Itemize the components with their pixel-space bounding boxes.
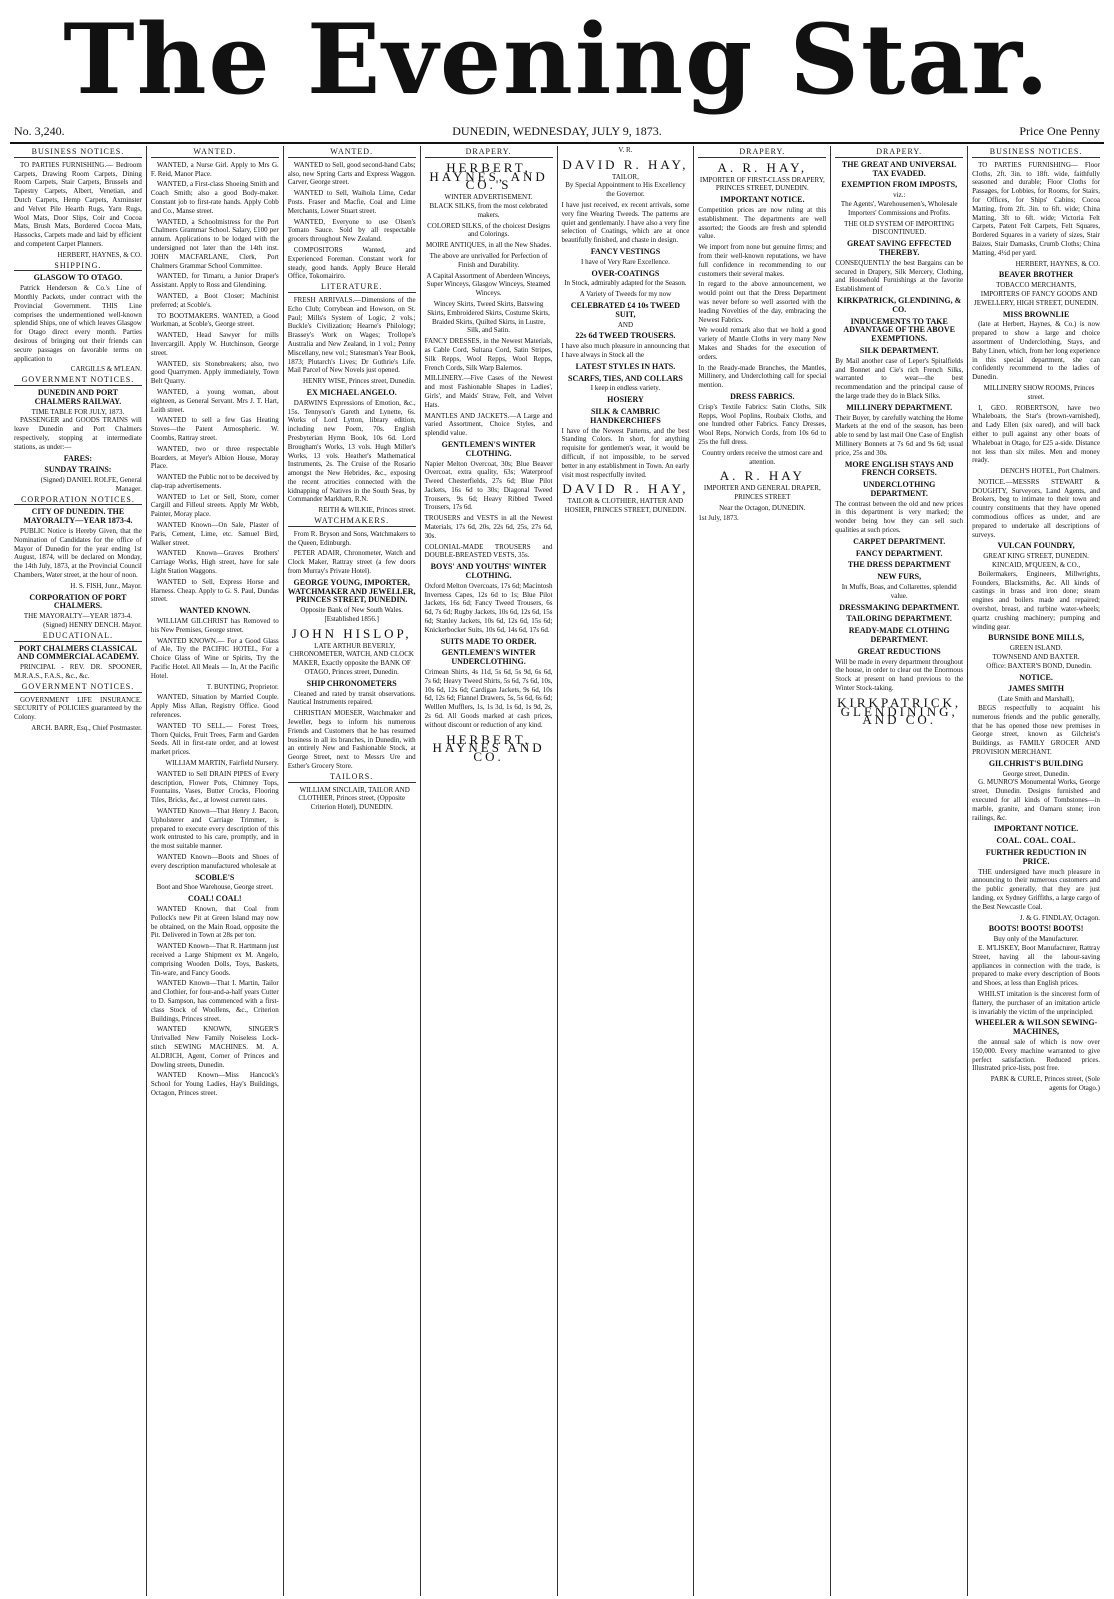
wanted-ad: WANTED, Situation by Married Couple. Apply Miss Allan, Registry Office. Good references. bbox=[150, 693, 279, 720]
ad-footer: A. R. HAY bbox=[719, 468, 805, 484]
ad-heading: GREAT SAVING EFFECTED THEREBY. bbox=[846, 239, 952, 257]
wanted-ad: WANTED, a Boot Closer; Machinist preferred; at Scoble's. bbox=[150, 291, 279, 309]
ad-heading: MISS BROWNLIE bbox=[1002, 309, 1070, 319]
ad-signature: REITH & WILKIE, Princes street. bbox=[318, 506, 416, 515]
ad-heading: READY-MADE CLOTHING DEPARTMENT. bbox=[848, 626, 950, 645]
wanted-ad: WANTED, Head Sawyer for mills Invercargill. Apply W. Hutchinson, George street. bbox=[150, 331, 279, 357]
corporation-notice: PUBLIC Notice is Hereby Given, that the Nomination of Candidates for the office of Mayor of Dunedin for the year ending 1st August, 1874, will be declared on Monday, the 14th July, 1873, at the Provincial Council Chambers, Water street, at the hour of noon. bbox=[14, 527, 142, 580]
column-1 bbox=[10, 146, 146, 1596]
established-note: [Established 1856.] bbox=[324, 615, 379, 624]
ad-heading: NEW FURS, bbox=[877, 572, 922, 582]
ad-heading: SILK DEPARTMENT. bbox=[859, 345, 939, 355]
drapery-line: A Capital Assortment of Aberdeen Winceys, Super Winceys, Glasgow Winceys, Steamed Winceys. bbox=[426, 271, 551, 298]
ad-text: In regard to the above announcement, we would point out that the Dress Department was never before so well assorted with the leading Novelties of the day, embracing the Newest Fabrics. bbox=[698, 280, 827, 324]
ad-signature: (Signed) DANIEL ROLFE, General Manager. bbox=[40, 476, 142, 493]
ad-subheading: TIME TABLE FOR JULY, 1873. bbox=[31, 407, 125, 416]
ad-heading: UNDERCLOTHING DEPARTMENT. bbox=[862, 480, 936, 498]
ad-heading: OVER-COATINGS bbox=[591, 268, 660, 278]
ad-heading: NOTICE. bbox=[1019, 672, 1053, 682]
section-heading: TAILORS. bbox=[288, 773, 416, 783]
wanted-ad: WANTED to Sell, Express Horse and Harness. Cheap. Apply to G. S. Paul, Dundas street. bbox=[150, 577, 279, 604]
wanted-ad: WANTED, two or three respectable Boarders, at Meyer's Albion House, Moray Place. bbox=[150, 444, 279, 471]
ad-heading: CARPET DEPARTMENT. bbox=[853, 536, 946, 546]
ad-heading: BEAVER BROTHER bbox=[998, 270, 1074, 280]
ad-subheading: IMPORTER OF FIRST-CLASS DRAPERY, bbox=[699, 175, 825, 184]
ad-text: I have of the Newest Patterns, and the best Standing Colors. In short, for anything requisite for gentlemen's wear, it would be difficult, if not impossible, to be served better in any establishment in Town. An early visit most respectfully invited. bbox=[561, 426, 690, 479]
ad-signature: T. BUNTING, Proprietor. bbox=[206, 682, 279, 691]
ad-signature: CARGILLS & M'LEAN. bbox=[70, 365, 142, 374]
ad-text: We import from none but genuine firms; and from their well-known reputations, we have full confidence in recommending to our customers their several makes. bbox=[698, 243, 827, 278]
ad-signature: H. S. FISH, Junr., Mayor. bbox=[70, 581, 142, 590]
literature-ad: FRESH ARRIVALS.—Dimensions of the Echo Club; Corrybean and Howson, on St. Paul; Mills's System of Logic, 2 vols.; Buckle's Civilization; Hearne's Philology; Brassey's Work on Wages; Trollope's Australia and New Zealand, in 1 vol.; Penny Miscellany, new vol.; Statesman's Year Book, 1873; Plutarch's Lives; Dr Guthrie's Life. Mail Parcel of New Novels just opened. bbox=[287, 295, 416, 375]
ad-signature: HERBERT, HAYNES, & CO. bbox=[57, 250, 142, 259]
literature-ad: DARWIN'S Expressions of Emotion, &c., 15s. Tennyson's Gareth and Lynette, 6s. Works of Lord Lytton, library edition, including new Poem, 70s. English Presbyterian Hymn Book, 10s 6d. Lord Brougham's Works, 13 vols. Hugh Miller's Works, 13 vols. Heather's Mathematical Instruments, 2s. The Cruise of the Rosario amongst the New Hebrides, &c., exposing the recent atrocities connected with the kidnapping of Natives in the South Seas, by Commander Markham, R.N. bbox=[287, 398, 416, 504]
ad-text: IMPORTERS OF FANCY GOODS AND JEWELLERY, HIGH STREET, DUNEDIN. bbox=[973, 289, 1099, 307]
drapery-line: COLORED SILKS, of the choicest Designs and Colorings. bbox=[427, 221, 550, 239]
section-heading: GOVERNMENT NOTICES. bbox=[14, 683, 142, 693]
ad-subheading: PRINCES STREET, DUNEDIN. bbox=[715, 184, 809, 193]
ad-heading: INDUCEMENTS TO TAKE ADVANTAGE OF THE ABOVE EXEMPTIONS. bbox=[843, 316, 955, 344]
hislop-ad: LATE ARTHUR BEVERLY, CHRONOMETER, WATCH, AND CLOCK MAKER, Exactly opposite the BANK OF OTAGO, Princes street, Dunedin. bbox=[289, 641, 414, 677]
ad-text: I have of Very Rare Excellence. bbox=[580, 257, 670, 266]
ad-heading: HOSIERY bbox=[607, 395, 644, 405]
ad-footer: KIRKPATRICK, GLENDINING, AND CO. bbox=[837, 694, 962, 728]
ad-text: Country orders receive the utmost care and attention. bbox=[702, 448, 823, 466]
ad-heading: CORPORATION OF PORT CHALMERS. bbox=[29, 592, 127, 611]
wanted-ad: WANTED Known—That Henry J. Bacon, Upholsterer and Carriage Trimmer, is prepared to execute every description of this work entrusted to his care, promptly, and in the most suitable manner. bbox=[150, 806, 279, 851]
drapery-line: FANCY DRESSES, in the Newest Materials, as Cable Cord, Sultana Cord, Satin Stripes, Silk Repps, Wool Repps, Wool Repps, French Cords, Silk Warp Balernos. bbox=[424, 337, 553, 372]
column-2 bbox=[146, 146, 283, 1596]
gilchrist-ad: WILLIAM GILCHRIST has Removed to his New Premises, George street. bbox=[150, 617, 279, 634]
ad-text: CONSEQUENTLY the best Bargains can be secured in Drapery, Silk Mercery, Clothing, and Household Furnishings at the favorite Establishment of bbox=[835, 258, 964, 294]
wanted-ad: COMPOSITORS Wanted, and Experienced Foreman. Constant work for steady, good hands. Apply Bruce Herald Office, Tokomairiro. bbox=[287, 245, 416, 281]
wanted-ad: WANTED, Everyone to use Olsen's Tomato Sauce. Sold by all respectable grocers throughout New Zealand. bbox=[287, 217, 416, 244]
ad-heading: IMPORTANT NOTICE. bbox=[993, 824, 1079, 834]
section-heading: BUSINESS NOTICES. bbox=[972, 148, 1100, 158]
ad-text: I, GEO. ROBERTSON, have two Whaleboats, the Star's (brown-varnished), and Lady Ellen (six oared), and will back either to pull against any other boats of Whaleboat in Otago, for £25 a-side. Distance not less than six miles. Men and money ready. bbox=[972, 403, 1100, 465]
ad-text: In Stock, admirably adapted for the Season. bbox=[564, 279, 687, 288]
ad-heading: IMPORTANT NOTICE. bbox=[720, 195, 805, 205]
ad-text: viz.: bbox=[893, 191, 906, 200]
ad-heading: KIRKPATRICK, GLENDINING, & CO. bbox=[837, 295, 962, 314]
wanted-ad: WANTED KNOWN, SINGER'S Unrivalled New Family Noiseless Lock-stitch SEWING MACHINES. M. A. ALDRICH, Agent, Corner of Princes and Dowling streets, Dunedin. bbox=[150, 1025, 279, 1069]
wanted-ad: WANTED to Sell, Waihola Lime, Cedar Posts. Fraser and Macfie, Coal and Lime Merchants, Lower Stuart street. bbox=[287, 189, 416, 215]
royal-arms-caption: V. R. bbox=[618, 146, 633, 154]
wanted-ad: WANTED Known—That I. Martin, Tailor and Clothier, for four-and-a-half years Cutter to D. Sampson, has commenced with a first-class Stock of Woollens, &c., Criterion Buildings, Princes street. bbox=[150, 979, 279, 1023]
section-heading: LITERATURE. bbox=[288, 283, 416, 293]
wanted-ad: WANTED Known—Graves Brothers' Carriage Works, High street, have for sale Light Station Waggons. bbox=[150, 549, 279, 576]
ad-subheading: GREEN ISLAND. bbox=[1009, 644, 1063, 653]
ad-text: THE undersigned have much pleasure in announcing to their numerous customers and the public generally, that they are just landing, ex Sydney Griffiths, a large cargo of the Best Newcastle Coal. bbox=[972, 867, 1100, 911]
ad-heading: BOYS' AND YOUTHS' WINTER CLOTHING. bbox=[430, 562, 547, 581]
ad-text: The contrast between the old and new prices in this department is very marked; the wonder being how they can sell such qualities at such prices. bbox=[835, 499, 964, 535]
ad-heading: A. R. HAY, bbox=[717, 159, 808, 175]
railway-notice: PASSENGER and GOODS TRAINS will leave Dunedin and Port Chalmers respectively, stopping at intermediate stations, as under:— bbox=[14, 416, 142, 451]
masthead bbox=[10, 0, 1104, 120]
ad-heading: GLASGOW TO OTAGO. bbox=[33, 273, 123, 283]
section-heading: DRAPERY. bbox=[698, 148, 826, 158]
ad-heading: WHEELER & WILSON SEWING-MACHINES, bbox=[974, 1018, 1098, 1037]
column-5 bbox=[557, 146, 694, 1596]
wanted-ad: WANTED, six Stonebreakers; also, two good Quarrymen. Apply immediately, Town Belt Quarry. bbox=[150, 359, 279, 386]
clothing-list: Napier Melton Overcoat, 30s; Blue Beaver Overcoat, extra quality, 63s; Waterproof Tweed Chesterfields, 27s 6d; Blue Pilot Jackets, 16s 6d to 30s; Diagonal Tweed Trousers, 9s 6d; Heavy Ribbed Tweed Trousers, 17s 6d. bbox=[424, 459, 553, 512]
wanted-ad: WANTED, for Timaru, a Junior Draper's Assistant. Apply to Ross and Glendining. bbox=[150, 272, 279, 290]
section-heading: WANTED. bbox=[151, 148, 279, 158]
ad-subheading: Opposite Bank of New South Wales. bbox=[300, 606, 404, 615]
ad-heading: BURNSIDE BONE MILLS, bbox=[988, 633, 1084, 643]
ad-signature: HERBERT, HAYNES, & CO. bbox=[1015, 259, 1100, 268]
ad-text: By Mail another case of Leper's Spitalfields and Bonnet and Cie's rich French Silks, warranted to wear—the best recommendation and the principal cause of the large trade they do in Black Silks. bbox=[835, 356, 964, 400]
ad-heading: BOOTS! BOOTS! BOOTS! bbox=[988, 924, 1084, 934]
ad-subheading: GREAT KING STREET, DUNEDIN. bbox=[983, 552, 1089, 561]
ad-heading: DRESSMAKING DEPARTMENT. bbox=[839, 602, 960, 612]
wanted-ad: WANTED, a Schoolmistress for the Port Chalmers Grammar School. Salary, £100 per annum. Applications to be lodged with the undersigned not later than the 14th inst. JOHN MACFARLANE, Clerk, Port Chalmers Grammar School Committee. bbox=[150, 217, 279, 270]
academy-ad: PRINCIPAL - REV. DR. SPOONER, M.R.A.S., F.A.S., &c., &c. bbox=[14, 663, 142, 681]
chronometer-ad: Cleaned and rated by transit observations. Nautical Instruments repaired. bbox=[287, 689, 416, 707]
pacific-hotel-ad: WANTED KNOWN.— For a Good Glass of Ale, Try the PACIFIC HOTEL, For a Choice Glass of Wine or Spirits, Try the Pacific Hotel. All Meals — In, At the Pacific Hotel. bbox=[150, 636, 279, 680]
ad-heading: GREAT REDUCTIONS bbox=[857, 646, 941, 656]
ad-heading: DUNEDIN AND PORT CHALMERS RAILWAY. bbox=[34, 387, 122, 406]
ad-heading: COAL. COAL. COAL. bbox=[996, 836, 1076, 846]
ad-text: Office: BAXTER'S BOND, Dunedin. bbox=[986, 661, 1092, 670]
wanted-ad: WANTED to Sell DRAIN PIPES of Every description, Flower Pots, Chimney Tops, Fountains, Vases, Butter Crocks, Flooring Tiles, Bricks, &c., at lowest current rates. bbox=[150, 769, 279, 805]
ad-text: THE OLD SYSTEM OF IMPORTING DISCONTINUED. bbox=[844, 219, 955, 237]
ad-subheading: Buy only of the Manufacturer. bbox=[993, 935, 1079, 944]
ad-heading: GENTLEMEN'S WINTER CLOTHING. bbox=[441, 439, 536, 458]
ad-heading: EXEMPTION FROM IMPOSTS, bbox=[841, 180, 958, 190]
ad-heading: COAL! COAL! bbox=[188, 894, 242, 904]
ad-heading: FURTHER REDUCTION IN PRICE. bbox=[985, 847, 1087, 866]
wanted-ad: WANTED TO SELL.— Forest Trees, Thorn Quicks, Fruit Trees, Farm and Garden Seeds. All in first-rate order, and at lowest market prices. bbox=[150, 721, 279, 757]
ad-footer: HERBERT, HAYNES AND CO. bbox=[432, 731, 545, 765]
ad-text: We would remark also that we hold a good variety of Mantle Cloths in very many New Makes and Shades for the execution of orders. bbox=[698, 326, 827, 361]
section-heading: WATCHMAKERS. bbox=[288, 517, 416, 527]
ad-text: Near the Octagon, DUNEDIN. bbox=[719, 503, 806, 512]
shipping-ad: Patrick Henderson & Co.'s Line of Monthly Packets, under contract with the Provincial Government. THIS Line comprises the undermentioned well-known splendid Ships, one of which leaves Glasgow for Otago direct every month. Parties desirous of bringing out their friends can secure passages on favorable terms on application to bbox=[14, 284, 142, 363]
ad-text: the annual sale of which is now over 150,000. Every machine warranted to give perfect satisfaction. Reduced prices. Illustrated price-lists, post free. bbox=[972, 1037, 1100, 1073]
ad-subheading: KINCAID, M'QUEEN, & CO., bbox=[991, 561, 1081, 570]
ad-signature: HENRY WISE, Princes street, Dunedin. bbox=[303, 377, 416, 386]
insurance-notice: GOVERNMENT LIFE INSURANCE. SECURITY of POLICIES guaranteed by the Colony. bbox=[14, 695, 142, 722]
ad-heading: MORE ENGLISH STAYS AND FRENCH CORSETS. bbox=[844, 459, 954, 478]
wanted-ad: WANTED to Let or Sell, Store, corner Cargill and Filleul streets. Apply Mr Webb, Painter, Moray place. bbox=[150, 492, 279, 519]
wanted-ad: WANTED to Sell, good second-hand Cabs; also, new Spring Carts and Express Waggon. Carver, George street. bbox=[287, 160, 416, 187]
ad-heading: JOHN HISLOP, bbox=[291, 625, 412, 641]
drapery-line: MILLINERY.—Five Cases of the Newest and most Fashionable Shapes in Ladies', Girls', and Maids' Straw, Felt, and Velvet Hats. bbox=[424, 374, 553, 409]
ad-heading: SUNDAY TRAINS: bbox=[44, 465, 112, 475]
ad-heading: DAVID R. HAY, bbox=[562, 156, 689, 172]
ad-heading: SCARFS, TIES, AND COLLARS bbox=[568, 373, 683, 383]
ad-heading: SILK & CAMBRIC HANDKERCHIEFS bbox=[590, 406, 661, 425]
column-3 bbox=[283, 146, 420, 1596]
wanted-ad: TO BOOTMAKERS. WANTED, a Good Workman, at Scoble's, George street. bbox=[150, 311, 279, 329]
issue-price: Price One Penny bbox=[1019, 124, 1100, 138]
ad-heading: LATEST STYLES IN HATS. bbox=[575, 361, 676, 371]
ad-heading: 22s 6d TWEED TROUSERS. bbox=[575, 331, 676, 341]
wanted-ad: WANTED, a Nurse Girl. Apply to Mrs G. F. Reid, Manor Place. bbox=[150, 160, 279, 178]
section-heading: BUSINESS NOTICES. bbox=[14, 148, 142, 158]
ad-heading: THE GREAT AND UNIVERSAL TAX EVADED. bbox=[841, 159, 957, 178]
ad-heading: GEORGE YOUNG, IMPORTER, WATCHMAKER AND JEWELLER, PRINCES STREET, DUNEDIN. bbox=[287, 577, 416, 605]
ad-text: In Muffs, Boas, and Collarettes, splendid value. bbox=[841, 583, 957, 600]
section-heading: DRAPERY. bbox=[425, 148, 553, 158]
newspaper-title: The Evening Star. bbox=[63, 3, 1051, 116]
section-heading: GOVERNMENT NOTICES. bbox=[14, 376, 142, 386]
section-heading: WANTED. bbox=[288, 148, 416, 158]
coal-ad: WANTED Known, that Coal from Pollock's new Pit at Green Island may now be obtained, on the Main Road, opposite the Pit. Delivered in Town at 28s per ton. bbox=[150, 904, 279, 940]
ad-heading: CITY OF DUNEDIN. THE MAYORALTY—YEAR 1873-4. bbox=[23, 507, 133, 526]
appointment-note: By Special Appointment to His Excellency the Governor. bbox=[565, 181, 686, 199]
ad-date: 1st July, 1873. bbox=[698, 514, 739, 523]
ad-subheading: George street, Dunedin. bbox=[1002, 769, 1070, 778]
ad-text: IMPORTER AND GENERAL DRAPER, PRINCES STREET bbox=[703, 484, 821, 501]
ad-signature: WILLIAM MARTIN, Fairfield Nursery. bbox=[165, 759, 279, 767]
furnishing-ad: TO PARTIES FURNISHING.— Bedroom Carpets, Drawing Room Carpets, Dining Room Carpets, Stair Carpets, Brussels and Tapestry Carpets, Albert, Venetian, and Dutch Carpets, Hemp Carpets, Axminster and Velvet Pile Hearth Rugs, Yarn Rugs, Wool Mats, Door Slips, Coir and Cocoa Mats, Brush Mats, Bordered Cocoa Mats, Hassocks, Carpets made and laid by efficient and competent Carpet Planners. bbox=[14, 160, 142, 248]
ad-heading: WANTED KNOWN. bbox=[179, 606, 251, 616]
furnishing-ad: TO PARTIES FURNISHING— Floor Cloths, 2ft. 3in. to 18ft. wide, faithfully seasoned and durable; Floor Cloths for Passages, for Lobbies, for Rooms, for Stairs, for Offices, for Ships' Cabins; Cocoa Matting, from 2ft. 3in. to 6ft. wide; China Matting, 3ft to 6ft. wide; Victoria Felt Carpets, Patent Felt Carpets, Felt Squares, Bordered Squares in a variety of sizes, Stair Baizes, Stair Damasks, Crumb Cloths; China Matting, 4½d per yard. bbox=[972, 160, 1100, 257]
ad-heading: PORT CHALMERS CLASSICAL AND COMMERCIAL ACADEMY. bbox=[17, 643, 139, 662]
column-4 bbox=[420, 146, 557, 1596]
ad-heading: THE DRESS DEPARTMENT bbox=[847, 560, 951, 570]
moeser-ad: CHRISTIAN MOESER, Watchmaker and Jeweller, begs to inform his numerous Friends and Customers that he has resumed business in all its branches, in Dunedin, with an entirely New and Fashionable Stock, at George Street, next to Messrs Ure and Esther's Grocery Store. bbox=[287, 709, 416, 770]
ad-text: Competition prices are now ruling at this establishment. The departments are well assorted; the Goods are fresh and splendid value. bbox=[698, 205, 827, 241]
drapery-line: BLACK SILKS, from the most celebrated makers. bbox=[429, 201, 548, 219]
clothing-list: Crimean Shirts, 4s 11d, 5s 6d, 5s 9d, 6s 6d, 7s 6d; Heavy Tweed Shirts, 5s 6d, 7s 6d, 10s, 10s 6d, 12s 6d; Cardigan Jackets, 9s 6d, 10s 6d, 12s 6d; Flannel Drawers, 5s, 5s 6d, 6s 6d; Welllen Mufflers, 1s, 1s 3d, 1s 6d, 1s 9d, 2s, 2s 6d. All Goods marked at cash prices, without discount or reduction of any kind. bbox=[424, 668, 553, 729]
ad-signature: DENCH'S HOTEL, Port Chalmers. bbox=[1000, 467, 1100, 476]
ad-signature: PARK & CURLE, Princes street, (Sole agents for Otago.) bbox=[990, 1075, 1100, 1092]
ad-text: NOTICE.—MESSRS STEWART & DOUGHTY, Surveyors, Land Agents, and Brokers, beg to intimate to their town and country constituents that they have opened commodious offices as under, and are prepared to undertake all descriptions of surveys. bbox=[972, 477, 1100, 539]
ad-text: TAILOR & CLOTHIER, HATTER AND HOSIER, PRINCES STREET, DUNEDIN. bbox=[564, 497, 687, 514]
ad-subheading: TOBACCO MERCHANTS, bbox=[996, 281, 1077, 290]
wanted-ad: WANTED, a young woman, about eighteen, as General Servant. Mrs J. T. Hart, Leith street. bbox=[150, 387, 279, 414]
tailor-ad: WILLIAM SINCLAIR, TAILOR AND CLOTHIER, Princes street, (Opposite Criterion Hotel), DUNEDIN. bbox=[298, 785, 410, 812]
issue-number: No. 3,240. bbox=[14, 124, 65, 138]
ad-heading: DRESS FABRICS. bbox=[730, 391, 795, 401]
tailor-ad: I have just received, ex recent arrivals, some very fine Wearing Tweeds. The patterns are quiet and gentlemanly. I have also a very fine selection of Coatings, which are at once beautifully finished, and chaste in design. bbox=[561, 200, 690, 245]
ad-subheading: Boot and Shoe Warehouse, George street. bbox=[156, 883, 274, 892]
ad-signature: J. & G. FINDLAY, Octagon. bbox=[1019, 913, 1100, 922]
ad-text: Crisp's Textile Fabrics: Satin Cloths, Silk Repps, Wool Poplins, Roubaix Cloths, and one hundred other Fabrics. Fancy Dresses, Wool Reps, Norwich Cords, from 10s 6d to 25s the full dress. bbox=[698, 402, 827, 446]
ad-heading: CELEBRATED £4 10s TWEED SUIT, bbox=[570, 300, 681, 319]
dateline bbox=[10, 120, 1104, 144]
issue-date: DUNEDIN, WEDNESDAY, JULY 9, 1873. bbox=[452, 124, 662, 138]
section-heading: SHIPPING. bbox=[14, 262, 142, 272]
wanted-ad: WANTED Known—Boots and Shoes of every description manufactured wholesale at bbox=[150, 852, 279, 870]
wanted-ad: WANTED the Public not to be deceived by clap-trap advertisements. bbox=[150, 473, 279, 490]
ad-text: G. MUNRO'S Monumental Works, George street, Dunedin. Designs furnished and executed for all kinds of Tombstones—in marble, granite, and Oamaru stone; iron railings, &c. bbox=[972, 778, 1100, 822]
ad-signature: MILLINERY SHOW ROOMS, Princes street. bbox=[983, 383, 1095, 401]
ad-text: E. M'LISKEY, Boot Manufacturer, Rattray Street, having all the labour-saving appliances in connection with the trade, is prepared to make every description of Boots and Shoes, at less than English prices. bbox=[972, 943, 1100, 988]
ad-heading: FARES: bbox=[63, 453, 93, 463]
ad-text: BEGS respectfully to acquaint his numerous friends and the public generally, that he has opened those new premises in George street, known as Gilchrist's Buildings, as FAMILY GROCER AND PROVISION MERCHANT. bbox=[972, 704, 1100, 756]
ad-heading: EX MICHAEL ANGELO. bbox=[306, 387, 397, 397]
ad-heading: HERBERT, HAYNES, AND CO.'S bbox=[429, 159, 548, 193]
ad-subheading: WINTER ADVERTISEMENT. bbox=[444, 193, 533, 202]
ad-text: The Agents', Warehousemen's, Wholesale Importers' Commissions and Profits. bbox=[840, 199, 958, 217]
section-heading: EDUCATIONAL. bbox=[14, 632, 142, 642]
clothing-list: COLONIAL-MADE TROUSERS and DOUBLE-BREASTED VESTS, 35s. bbox=[424, 542, 553, 560]
ad-text: In the Ready-made Branches, the Mantles, Millinery, and Underclothing call for special mention. bbox=[698, 363, 827, 390]
ad-heading: MILLINERY DEPARTMENT. bbox=[846, 402, 953, 412]
columns bbox=[10, 146, 1104, 1596]
ad-heading: SUITS MADE TO ORDER. bbox=[440, 636, 537, 646]
ad-text: Boilermakers, Engineers, Millwrights, Founders, Blacksmiths, &c. All kinds of castings in brass and iron done; steam engines and boilers made and repaired; overshot, breast, and turbine water-wheels; quartz crushing machinery; pumping and winding gear. bbox=[972, 569, 1100, 631]
column-6 bbox=[693, 146, 830, 1596]
ad-heading: GENTLEMEN'S WINTER UNDERCLOTHING. bbox=[441, 648, 536, 667]
drapery-line: MANTLES AND JACKETS.—A Large and varied Assortment, Choice Styles, and splendid value. bbox=[424, 411, 553, 438]
ad-signature: (Signed) HENRY DENCH. Mayor. bbox=[43, 621, 142, 630]
ad-text: (late at Herbert, Haynes, & Co.) is now prepared to show a large and choice assortment of Underclothing, Stays, and Baby Linen, which, from her long experience in this special department, she can confidently recommend to the ladies of Dunedin. bbox=[972, 320, 1100, 382]
column-8 bbox=[967, 146, 1104, 1596]
wanted-ad: WANTED to sell a few Gas Heating Stoves—the Patent Atmospheric. W. Coombs, Rattray street. bbox=[150, 416, 279, 442]
ad-text: AND bbox=[617, 320, 634, 329]
ad-signature: ARCH. BARR, Esq., Chief Postmaster. bbox=[31, 724, 142, 733]
ad-text: I keep in endless variety. bbox=[590, 384, 661, 393]
ad-text: Their Buyer, by carefully watching the Home Markets at the end of the season, has been able to send by last mail One Case of English Millinery Bonnets at 7s 6d and 9s 6d; usual price, 25s and 30s. bbox=[835, 413, 964, 457]
watchmaker-ad: PETER ADAIR, Chronometer, Watch and Clock Maker, Rattray street (a few doors from Murray's Private Hotel). bbox=[287, 549, 416, 576]
ad-subheading: (Late Smith and Marshall), bbox=[998, 695, 1074, 704]
ad-footer: DAVID R. HAY, bbox=[562, 481, 689, 497]
watchmaker-ad: From R. Bryson and Sons, Watchmakers to the Queen, Edinburgh. bbox=[287, 529, 416, 547]
section-heading: CORPORATION NOTICES. bbox=[14, 496, 142, 506]
ad-heading: VULCAN FOUNDRY, bbox=[997, 541, 1075, 551]
ad-text: A Variety of Tweeds for my now bbox=[579, 290, 672, 299]
ad-heading: SCOBLE'S bbox=[195, 872, 235, 882]
ad-subheading: THE MAYORALTY—YEAR 1873-4. bbox=[23, 612, 133, 621]
column-7 bbox=[830, 146, 967, 1596]
wanted-ad: WANTED Known—Miss Hancock's School for Young Ladies, Hay's Buildings, Octagon, Princes street. bbox=[150, 1071, 279, 1097]
ad-heading: JAMES SMITH bbox=[1008, 684, 1064, 694]
section-heading: DRAPERY. bbox=[835, 148, 963, 158]
ad-text: I have also much pleasure in announcing that I have always in Stock all the bbox=[561, 342, 690, 359]
wanted-ad: WANTED, a First-class Shoeing Smith and Coach Smith; also a good Body-maker. Constant job to first-rate hands. Apply Cobb and Co., Manse street. bbox=[150, 180, 279, 215]
clothing-list: Oxford Melton Overcoats, 17s 6d; Macintosh Inverness Capes, 12s 6d to 1s; Blue Pilot Jackets, 16s 6d; Fancy Tweed Trousers, 6s 6d, 7s 6d; Rugby Jackets, 10s 6d, 12s 6d, 15s 6d; Stanley Jackets, 10s 6d, 12s 6d, 15s 6d; Knickerbocker Suits, 10s 6d, 14s 6d, 17s 6d. bbox=[424, 581, 553, 634]
wanted-ad: WANTED Known—On Sale, Plaster of Paris, Cement, Lime, etc. Samuel Bird, Walker street. bbox=[150, 521, 279, 547]
ad-heading: FANCY DEPARTMENT. bbox=[855, 548, 943, 558]
ad-heading: TAILORING DEPARTMENT. bbox=[846, 614, 952, 624]
ad-text: Will be made in every department throughout the house, in order to clear out the Enormous Stock at present on hand previous to the Winter Stock-taking. bbox=[835, 657, 964, 693]
drapery-line: Wincey Skirts, Tweed Skirts, Batswing Skirts, Embroidered Skirts, Costume Skirts, Braided Skirts, Quilted Skirts, in Lustre, Silk, and Satin. bbox=[427, 299, 550, 335]
ad-heading: SHIP CHRONOMETERS bbox=[306, 678, 397, 688]
drapery-line: The above are unrivalled for Perfection of Finish and Durability. bbox=[429, 251, 548, 269]
ad-subheading: TOWNSEND AND BAXTER. bbox=[992, 653, 1080, 662]
wanted-ad: WANTED Known—That R. Hartmann just received a Large Shipment ex M. Angelo, comprising Wooden Dolls, Toys, Baskets, Tin-ware, and Fancy Goods. bbox=[150, 942, 279, 977]
drapery-line: MOIRE ANTIQUES, in all the New Shades. bbox=[425, 241, 552, 250]
ad-text: WHILST imitation is the sincerest form of flattery, the purchaser of an imitation article is invariably the victim of the unprincipled. bbox=[972, 989, 1100, 1016]
ad-heading: GILCHRIST'S BUILDING bbox=[988, 758, 1084, 768]
ad-heading: FANCY VESTINGS bbox=[590, 246, 661, 256]
clothing-list: TROUSERS and VESTS in all the Newest Materials, 17s 6d, 20s, 22s 6d, 25s, 27s 6d, 30s. bbox=[424, 514, 553, 540]
ad-subheading: TAILOR, bbox=[612, 172, 639, 181]
